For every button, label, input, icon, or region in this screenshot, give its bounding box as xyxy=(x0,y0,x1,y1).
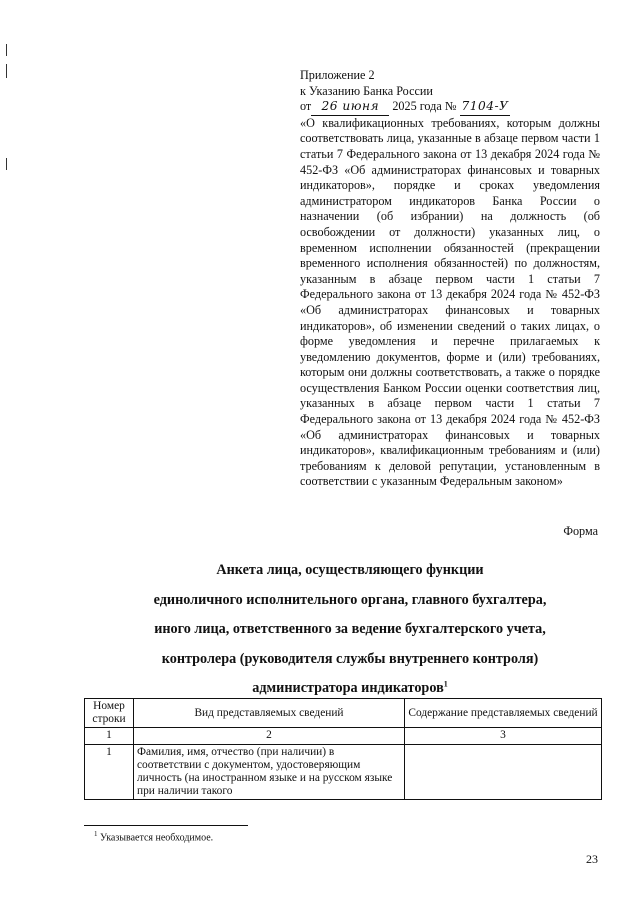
date-prefix: от xyxy=(300,99,312,114)
appendix-title: Приложение 2 xyxy=(300,68,375,82)
table-row xyxy=(85,744,602,800)
handwritten-date: 26 июня xyxy=(311,99,389,116)
title-line: контролера (руководителя службы внутреннего контроля) xyxy=(161,650,539,667)
title-line: администратора индикаторов xyxy=(252,680,444,696)
title-line: иного лица, ответственного за ведение бухгалтерского учета, xyxy=(154,621,546,637)
title-line: Анкета лица, осуществляющего функции xyxy=(216,562,484,578)
document-title xyxy=(80,556,620,704)
scan-edge-mark xyxy=(6,44,7,56)
footnote-ref: 1 xyxy=(443,679,448,689)
appendix-header xyxy=(300,68,600,490)
row-content-cell[interactable] xyxy=(405,744,602,800)
index-cell: 2 xyxy=(134,728,405,744)
appendix-body: «О квалификационных требованиях, которым должны соответствовать лица, указанные в абзаце первом части 1 статьи 7 Федерального закона от 13 декабря 2024 года № 452-ФЗ «Об администраторах финансовых и товарных индикаторов», порядке и сроках уведомления администратором индикаторов Банка России о назначении (об избрании) на должность (об освобождении от должности) указанных лиц, о временном исполнении обязанностей (прекращении временного исполнения обязанностей) по должностям, указанным в абзаце первом части 1 статьи 7 Федерального закона от 13 декабря 2024 года № 452-ФЗ «Об администраторах финансовых и товарных индикаторов», об изменении сведений о таких лицах, о форме уведомления и перечне прилагаемых к уведомлению документов, форме и (или) требованиях, которым они должны соответствовать, а также о порядке осуществления Банком России оценки соответствия лиц, указанных в абзаце первом части 1 статьи 7 Федерального закона от 13 декабря 2024 года № 452-ФЗ «Об администраторах финансовых и товарных индикаторов», квалификационным требованиям и (или) требованиям к деловой репутации, установленным в соответствии с указанным Федеральным законом» xyxy=(300,115,600,489)
appendix-reference: к Указанию Банка России xyxy=(300,83,433,98)
scan-edge-mark xyxy=(6,64,7,78)
header-info-kind: Вид представляемых сведений xyxy=(134,699,405,728)
appendix-date-line xyxy=(300,99,600,116)
questionnaire-table xyxy=(84,698,602,800)
page-number: 23 xyxy=(586,852,598,866)
scan-edge-mark xyxy=(6,158,7,170)
row-number-cell: 1 xyxy=(85,744,134,800)
table-header-row xyxy=(85,699,602,728)
table-index-row xyxy=(85,728,602,744)
index-cell: 3 xyxy=(405,728,602,744)
footnote-mark: 1 xyxy=(94,830,98,838)
handwritten-number: 7104-У xyxy=(460,99,511,116)
header-info-content: Содержание представляемых сведений xyxy=(405,699,602,728)
header-row-number: Номер строки xyxy=(85,699,134,728)
year-text: 2025 года № xyxy=(392,99,457,114)
form-label: Форма xyxy=(563,524,598,538)
index-cell: 1 xyxy=(85,728,134,744)
footnote-divider xyxy=(84,825,248,826)
title-line: единоличного исполнительного органа, главного бухгалтера, xyxy=(153,591,547,608)
footnote-text: Указывается необходимое. xyxy=(100,832,214,844)
row-kind-cell: Фамилия, имя, отчество (при наличии) в соответствии с документом, удостоверяющим личность (на иностранном языке и на русском языке при наличии такого xyxy=(134,744,405,800)
footnote xyxy=(94,830,213,843)
